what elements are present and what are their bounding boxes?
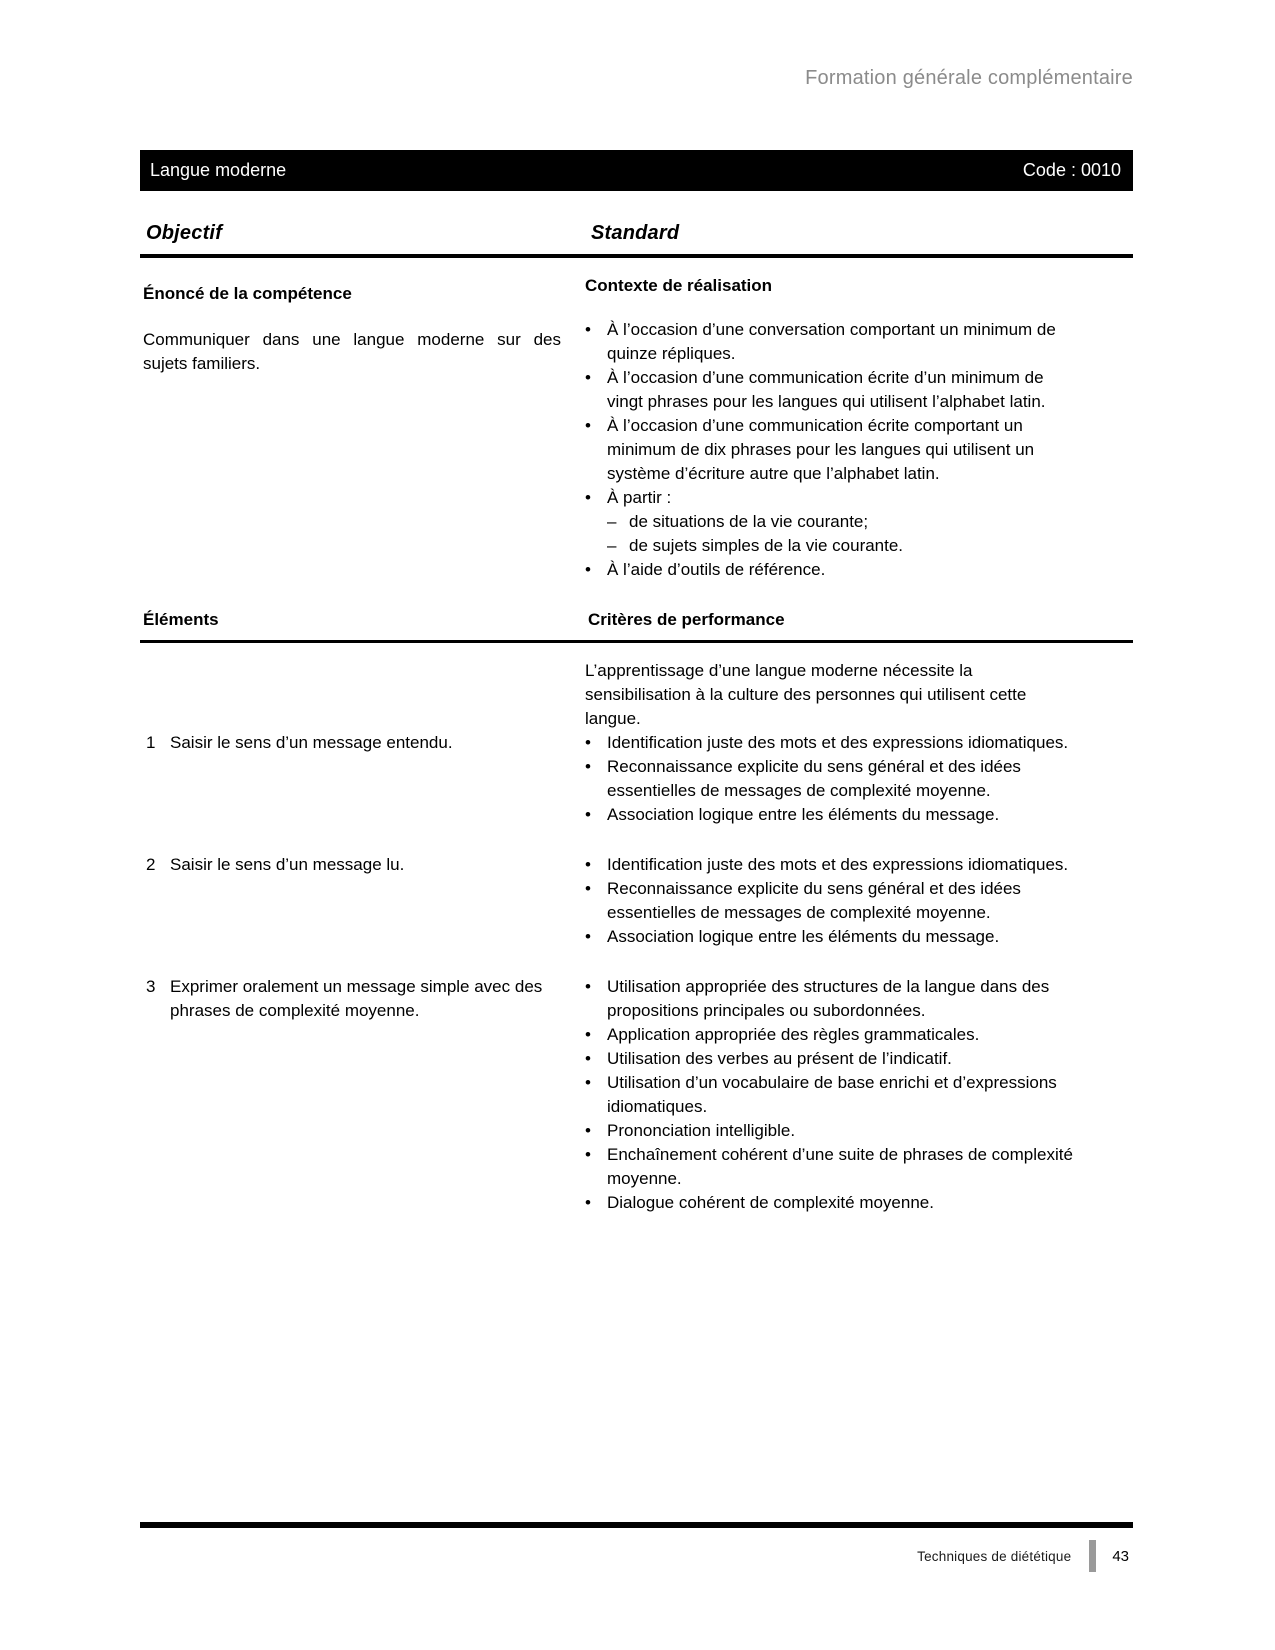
bullet-icon [585,1047,607,1071]
enonce-heading: Énoncé de la compétence [143,284,352,303]
footer-program-name: Techniques de diététique [917,1548,1072,1564]
criteria-2 [585,853,1133,949]
criteria-intro: L’apprentissage d’une langue moderne nécessite la sensibilisation à la culture des personnes qui utilisent cette langue. [585,661,1027,728]
element-item [143,853,561,877]
footer-rule [140,1522,1133,1528]
bullet-icon [585,731,607,755]
contexte-heading: Contexte de réalisation [585,276,773,295]
list-subitem: – de situations de la vie courante; [607,510,1077,534]
bullet-icon [585,414,607,486]
page-content [140,0,1133,1215]
footer-separator-bar [1089,1540,1096,1572]
list-item: • Association logique entre les éléments du message. [585,925,1077,949]
bullet-icon [585,318,607,366]
contexte-column [585,274,1133,582]
title-bar [140,150,1133,191]
list-subitem: – de sujets simples de la vie courante. [607,534,1077,558]
element-row-2 [140,853,1133,949]
list-item: • Application appropriée des règles grammaticales. [585,1023,1077,1047]
page-number: 43 [1112,1547,1129,1565]
section-competence [140,274,1133,582]
section-elements-headers [140,610,1133,643]
enonce-paragraph: Communiquer dans une langue moderne sur des sujets familiers. [143,330,561,373]
column-headers [140,222,1133,258]
list-item: • Reconnaissance explicite du sens général et des idées essentielles de messages de complexité moyenne. [585,755,1077,803]
standard-header: Standard [591,222,680,244]
criteria-bullets [585,731,1077,827]
bullet-icon [585,366,607,414]
bullet-icon [585,925,607,949]
bullet-icon [585,755,607,803]
list-item: • Utilisation des verbes au présent de l’indicatif. [585,1047,1077,1071]
bullet-icon [585,1071,607,1119]
element-label: Saisir le sens d’un message lu. [170,855,405,874]
running-header: Formation générale complémentaire [805,67,1133,89]
page-footer [140,1538,1133,1574]
criteria-bullets [585,853,1077,949]
course-code: Code : 0010 [1022,160,1121,180]
list-item: • Prononciation intelligible. [585,1119,1077,1143]
criteria-3 [585,975,1133,1215]
element-number: 3 [146,977,156,996]
bullet-icon [585,486,607,510]
list-item: • Utilisation appropriée des structures de la langue dans des propositions principales ou subordonnées. [585,975,1077,1023]
objectif-header: Objectif [146,222,223,244]
element-number: 2 [146,855,156,874]
list-item: • À l’occasion d’une communication écrite comportant un minimum de dix phrases pour les langues qui utilisent un système d’écriture autre que l’alphabet latin. [585,414,1077,486]
element-item [143,731,561,755]
bullet-icon [585,803,607,827]
criteria-bullets [585,975,1077,1215]
bullet-icon [585,558,607,582]
dash-icon [607,510,629,534]
element-row-3 [140,975,1133,1215]
list-item: • Enchaînement cohérent d’une suite de phrases de complexité moyenne. [585,1143,1077,1191]
list-item: • À l’occasion d’une conversation comportant un minimum de quinze répliques. [585,318,1077,366]
bullet-icon [585,1191,607,1215]
list-item: • Reconnaissance explicite du sens général et des idées essentielles de messages de complexité moyenne. [585,877,1077,925]
criteres-heading: Critères de performance [588,610,785,629]
element-1 [140,659,585,827]
list-item: • À l’occasion d’une communication écrite d’un minimum de vingt phrases pour les langues qui utilisent l’alphabet latin. [585,366,1077,414]
list-item: • À partir : [585,486,1077,510]
bullet-icon [585,975,607,1023]
bullet-icon [585,877,607,925]
list-item: • Utilisation d’un vocabulaire de base enrichi et d’expressions idiomatiques. [585,1071,1077,1119]
element-item [143,975,561,1023]
element-label: Saisir le sens d’un message entendu. [170,733,453,752]
element-row-1 [140,659,1133,827]
elements-rows [140,659,1133,1215]
contexte-bullets [585,318,1077,582]
bullet-icon [585,853,607,877]
list-item: • Association logique entre les éléments du message. [585,803,1077,827]
bullet-icon [585,1023,607,1047]
list-item: • À l’aide d’outils de référence. [585,558,1077,582]
dash-icon [607,534,629,558]
enonce-column [140,274,585,582]
list-item: • Identification juste des mots et des expressions idiomatiques. [585,731,1077,755]
element-number: 1 [146,733,156,752]
elements-heading: Éléments [143,610,219,629]
bullet-icon [585,1143,607,1191]
element-3 [140,975,585,1215]
element-label: Exprimer oralement un message simple avec des phrases de complexité moyenne. [170,977,543,1020]
list-item: • Identification juste des mots et des expressions idiomatiques. [585,853,1077,877]
course-title: Langue moderne [150,160,287,180]
list-item: • Dialogue cohérent de complexité moyenne. [585,1191,1077,1215]
criteria-1 [585,659,1133,827]
bullet-icon [585,1119,607,1143]
element-2 [140,853,585,949]
